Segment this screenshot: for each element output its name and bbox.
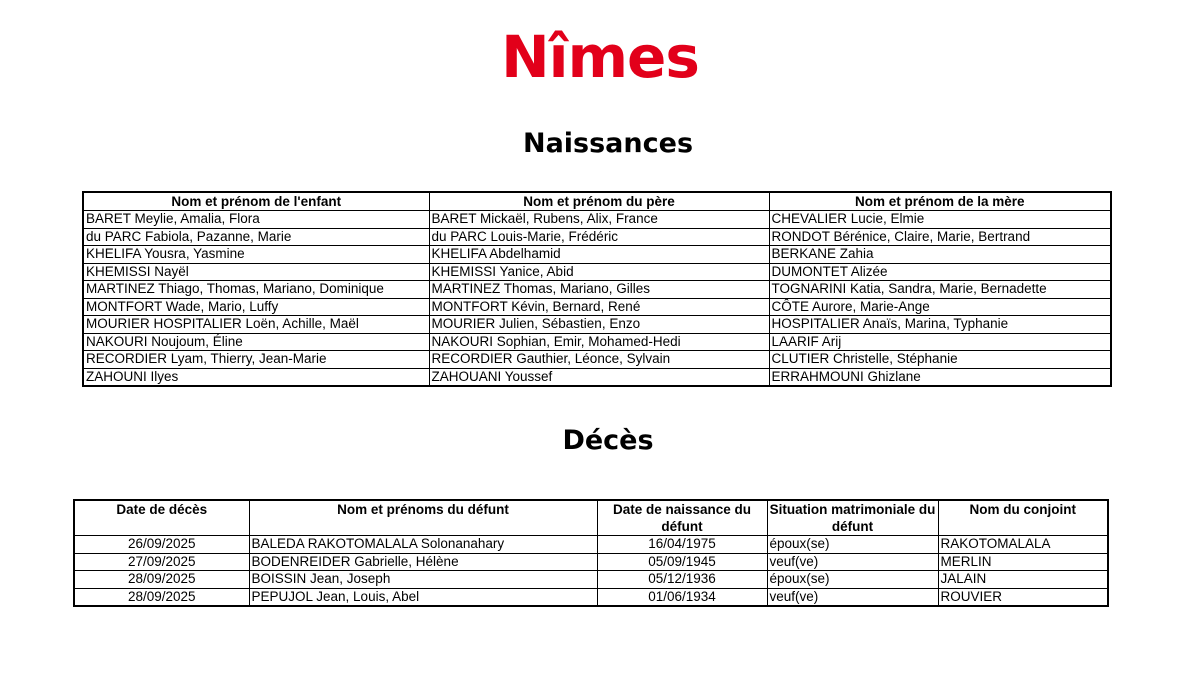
deceased-name-cell: BALEDA RAKOTOMALALA Solonanahary [249,536,597,554]
child-name-cell: MONTFORT Wade, Mario, Luffy [83,298,429,316]
naissances-title: Naissances [522,128,694,159]
nimes-logo: Nîmes [501,23,699,91]
table-row [83,298,1111,316]
father-name-cell: MONTFORT Kévin, Bernard, René [429,298,769,316]
marital-status-cell: époux(se) [767,571,938,589]
death-date-cell: 28/09/2025 [74,571,249,589]
mother-name-cell: CHEVALIER Lucie, Elmie [769,211,1111,229]
table-row [83,228,1111,246]
table-row [74,553,1108,571]
mother-name-cell: BERKANE Zahia [769,246,1111,264]
child-name-cell: KHELIFA Yousra, Yasmine [83,246,429,264]
child-name-cell: MARTINEZ Thiago, Thomas, Mariano, Dominique [83,281,429,299]
table-row [83,263,1111,281]
table-row [83,316,1111,334]
spouse-name-header: Nom du conjoint [938,500,1108,536]
marital-status-cell: veuf(ve) [767,553,938,571]
spouse-name-cell: MERLIN [938,553,1108,571]
table-row [83,351,1111,369]
death-date-header: Date de décès [74,500,249,536]
child-name-cell: NAKOURI Noujoum, Éline [83,333,429,351]
spouse-name-cell: RAKOTOMALALA [938,536,1108,554]
table-row [83,246,1111,264]
death-date-cell: 27/09/2025 [74,553,249,571]
child-name-cell: BARET Meylie, Amalia, Flora [83,211,429,229]
mother-name-header: Nom et prénom de la mère [769,192,1111,211]
spouse-name-cell: JALAIN [938,571,1108,589]
birth-date-cell: 01/06/1934 [597,588,767,606]
deaths-table [73,499,1109,607]
father-name-cell: NAKOURI Sophian, Emir, Mohamed-Hedi [429,333,769,351]
table-row [74,571,1108,589]
deces-title: Décès [562,425,654,456]
mother-name-cell: DUMONTET Alizée [769,263,1111,281]
marital-status-cell: veuf(ve) [767,588,938,606]
table-row [83,333,1111,351]
father-name-cell: ZAHOUANI Youssef [429,368,769,386]
births-table [82,191,1112,387]
mother-name-cell: RONDOT Bérénice, Claire, Marie, Bertrand [769,228,1111,246]
birth-date-cell: 16/04/1975 [597,536,767,554]
father-name-cell: MOURIER Julien, Sébastien, Enzo [429,316,769,334]
mother-name-cell: HOSPITALIER Anaïs, Marina, Typhanie [769,316,1111,334]
death-date-cell: 28/09/2025 [74,588,249,606]
marital-status-cell: époux(se) [767,536,938,554]
table-row [74,588,1108,606]
mother-name-cell: CLUTIER Christelle, Stéphanie [769,351,1111,369]
table-row [74,536,1108,554]
birth-date-cell: 05/09/1945 [597,553,767,571]
spouse-name-cell: ROUVIER [938,588,1108,606]
father-name-cell: KHELIFA Abdelhamid [429,246,769,264]
births-header-row [83,192,1111,211]
father-name-header: Nom et prénom du père [429,192,769,211]
mother-name-cell: ERRAHMOUNI Ghizlane [769,368,1111,386]
child-name-cell: KHEMISSI Nayël [83,263,429,281]
deceased-name-cell: PEPUJOL Jean, Louis, Abel [249,588,597,606]
table-row [83,368,1111,386]
father-name-cell: MARTINEZ Thomas, Mariano, Gilles [429,281,769,299]
table-row [83,281,1111,299]
mother-name-cell: TOGNARINI Katia, Sandra, Marie, Bernadette [769,281,1111,299]
father-name-cell: KHEMISSI Yanice, Abid [429,263,769,281]
child-name-cell: du PARC Fabiola, Pazanne, Marie [83,228,429,246]
deceased-name-cell: BOISSIN Jean, Joseph [249,571,597,589]
mother-name-cell: CÔTE Aurore, Marie-Ange [769,298,1111,316]
death-date-cell: 26/09/2025 [74,536,249,554]
child-name-header: Nom et prénom de l'enfant [83,192,429,211]
father-name-cell: BARET Mickaël, Rubens, Alix, France [429,211,769,229]
child-name-cell: MOURIER HOSPITALIER Loën, Achille, Maël [83,316,429,334]
birth-date-header: Date de naissance du défunt [597,500,767,536]
child-name-cell: RECORDIER Lyam, Thierry, Jean-Marie [83,351,429,369]
marital-status-header: Situation matrimoniale du défunt [767,500,938,536]
deceased-name-cell: BODENREIDER Gabrielle, Hélène [249,553,597,571]
mother-name-cell: LAARIF Arij [769,333,1111,351]
child-name-cell: ZAHOUNI Ilyes [83,368,429,386]
birth-date-cell: 05/12/1936 [597,571,767,589]
table-row [83,211,1111,229]
deaths-header-row [74,500,1108,536]
deceased-name-header: Nom et prénoms du défunt [249,500,597,536]
father-name-cell: RECORDIER Gauthier, Léonce, Sylvain [429,351,769,369]
father-name-cell: du PARC Louis-Marie, Frédéric [429,228,769,246]
